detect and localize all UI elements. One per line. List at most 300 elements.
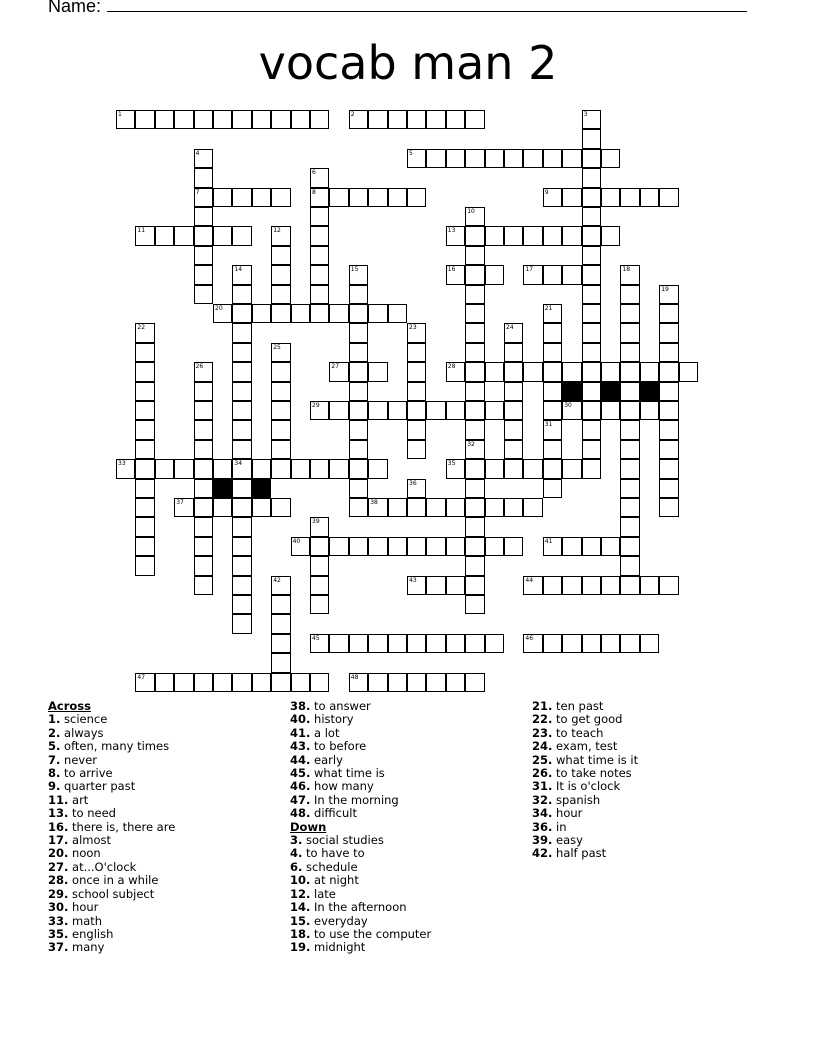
grid-cell[interactable] — [271, 382, 290, 401]
grid-cell[interactable] — [582, 323, 601, 342]
grid-cell[interactable] — [388, 537, 407, 556]
grid-cell[interactable] — [135, 537, 154, 556]
grid-cell[interactable] — [407, 149, 426, 168]
grid-cell[interactable] — [601, 576, 620, 595]
grid-cell[interactable] — [349, 440, 368, 459]
grid-cell[interactable] — [194, 673, 213, 692]
grid-cell[interactable] — [620, 323, 639, 342]
grid-cell[interactable] — [543, 420, 562, 439]
grid-cell[interactable] — [465, 304, 484, 323]
grid-cell[interactable] — [543, 343, 562, 362]
grid-cell[interactable] — [582, 343, 601, 362]
grid-cell[interactable] — [271, 285, 290, 304]
grid-cell[interactable] — [426, 673, 445, 692]
grid-cell[interactable] — [291, 459, 310, 478]
grid-cell[interactable] — [465, 323, 484, 342]
grid-cell[interactable] — [194, 537, 213, 556]
grid-cell[interactable] — [465, 110, 484, 129]
grid-cell[interactable] — [562, 634, 581, 653]
grid-cell[interactable] — [446, 110, 465, 129]
grid-cell[interactable] — [620, 420, 639, 439]
grid-cell[interactable] — [601, 634, 620, 653]
grid-cell[interactable] — [582, 304, 601, 323]
grid-cell[interactable] — [465, 382, 484, 401]
grid-cell[interactable] — [659, 323, 678, 342]
grid-cell[interactable] — [310, 226, 329, 245]
grid-cell[interactable] — [291, 110, 310, 129]
grid-cell[interactable] — [194, 362, 213, 381]
grid-cell[interactable] — [446, 576, 465, 595]
grid-cell[interactable] — [446, 226, 465, 245]
grid-cell[interactable] — [155, 459, 174, 478]
grid-cell[interactable] — [232, 285, 251, 304]
grid-cell[interactable] — [310, 246, 329, 265]
grid-cell[interactable] — [349, 304, 368, 323]
grid-cell[interactable] — [135, 498, 154, 517]
grid-cell[interactable] — [252, 498, 271, 517]
grid-cell[interactable] — [465, 420, 484, 439]
grid-cell[interactable] — [543, 537, 562, 556]
grid-cell[interactable] — [620, 634, 639, 653]
grid-cell[interactable] — [582, 265, 601, 284]
grid-cell[interactable] — [368, 459, 387, 478]
grid-cell[interactable] — [310, 110, 329, 129]
grid-cell[interactable] — [485, 226, 504, 245]
grid-cell[interactable] — [523, 634, 542, 653]
grid-cell[interactable] — [640, 576, 659, 595]
grid-cell[interactable] — [446, 634, 465, 653]
grid-cell[interactable] — [582, 576, 601, 595]
grid-cell[interactable] — [659, 343, 678, 362]
grid-cell[interactable] — [407, 634, 426, 653]
grid-cell[interactable] — [135, 343, 154, 362]
grid-cell[interactable] — [135, 382, 154, 401]
grid-cell[interactable] — [504, 420, 523, 439]
grid-cell[interactable] — [232, 382, 251, 401]
grid-cell[interactable] — [465, 537, 484, 556]
grid-cell[interactable] — [504, 323, 523, 342]
grid-cell[interactable] — [291, 537, 310, 556]
grid-cell[interactable] — [271, 614, 290, 633]
grid-cell[interactable] — [194, 149, 213, 168]
grid-cell[interactable] — [135, 110, 154, 129]
grid-cell[interactable] — [232, 188, 251, 207]
grid-cell[interactable] — [679, 362, 698, 381]
grid-cell[interactable] — [213, 226, 232, 245]
grid-cell[interactable] — [543, 459, 562, 478]
grid-cell[interactable] — [407, 382, 426, 401]
grid-cell[interactable] — [213, 459, 232, 478]
grid-cell[interactable] — [252, 188, 271, 207]
grid-cell[interactable] — [232, 479, 251, 498]
grid-cell[interactable] — [388, 673, 407, 692]
grid-cell[interactable] — [310, 188, 329, 207]
grid-cell[interactable] — [659, 401, 678, 420]
grid-cell[interactable] — [620, 362, 639, 381]
grid-cell[interactable] — [232, 343, 251, 362]
grid-cell[interactable] — [194, 382, 213, 401]
grid-cell[interactable] — [271, 673, 290, 692]
grid-cell[interactable] — [582, 459, 601, 478]
grid-cell[interactable] — [659, 576, 678, 595]
grid-cell[interactable] — [465, 595, 484, 614]
grid-cell[interactable] — [620, 401, 639, 420]
grid-cell[interactable] — [620, 382, 639, 401]
grid-cell[interactable] — [271, 188, 290, 207]
grid-cell[interactable] — [194, 459, 213, 478]
grid-cell[interactable] — [194, 188, 213, 207]
grid-cell[interactable] — [582, 149, 601, 168]
grid-cell[interactable] — [620, 343, 639, 362]
grid-cell[interactable] — [135, 420, 154, 439]
grid-cell[interactable] — [388, 110, 407, 129]
grid-cell[interactable] — [310, 595, 329, 614]
grid-cell[interactable] — [407, 401, 426, 420]
grid-cell[interactable] — [310, 207, 329, 226]
grid-cell[interactable] — [659, 285, 678, 304]
grid-cell[interactable] — [504, 498, 523, 517]
grid-cell[interactable] — [232, 556, 251, 575]
grid-cell[interactable] — [523, 576, 542, 595]
grid-cell[interactable] — [329, 362, 348, 381]
grid-cell[interactable] — [329, 304, 348, 323]
grid-cell[interactable] — [620, 556, 639, 575]
grid-cell[interactable] — [465, 517, 484, 536]
grid-cell[interactable] — [271, 440, 290, 459]
grid-cell[interactable] — [523, 459, 542, 478]
grid-cell[interactable] — [543, 226, 562, 245]
grid-cell[interactable] — [349, 285, 368, 304]
grid-cell[interactable] — [543, 479, 562, 498]
grid-cell[interactable] — [465, 440, 484, 459]
grid-cell[interactable] — [252, 304, 271, 323]
grid-cell[interactable] — [659, 304, 678, 323]
grid-cell[interactable] — [426, 634, 445, 653]
grid-cell[interactable] — [213, 304, 232, 323]
grid-cell[interactable] — [232, 576, 251, 595]
grid-cell[interactable] — [232, 420, 251, 439]
grid-cell[interactable] — [329, 401, 348, 420]
grid-cell[interactable] — [388, 634, 407, 653]
grid-cell[interactable] — [659, 459, 678, 478]
grid-cell[interactable] — [388, 188, 407, 207]
grid-cell[interactable] — [523, 362, 542, 381]
grid-cell[interactable] — [582, 440, 601, 459]
grid-cell[interactable] — [543, 265, 562, 284]
grid-cell[interactable] — [543, 149, 562, 168]
grid-cell[interactable] — [271, 401, 290, 420]
grid-cell[interactable] — [232, 304, 251, 323]
grid-cell[interactable] — [465, 246, 484, 265]
grid-cell[interactable] — [368, 304, 387, 323]
grid-cell[interactable] — [640, 401, 659, 420]
grid-cell[interactable] — [465, 673, 484, 692]
grid-cell[interactable] — [155, 673, 174, 692]
grid-cell[interactable] — [135, 226, 154, 245]
grid-cell[interactable] — [174, 673, 193, 692]
grid-cell[interactable] — [426, 537, 445, 556]
grid-cell[interactable] — [271, 498, 290, 517]
grid-cell[interactable] — [232, 110, 251, 129]
grid-cell[interactable] — [504, 440, 523, 459]
grid-cell[interactable] — [407, 343, 426, 362]
grid-cell[interactable] — [368, 110, 387, 129]
grid-cell[interactable] — [543, 362, 562, 381]
grid-cell[interactable] — [485, 498, 504, 517]
grid-cell[interactable] — [135, 673, 154, 692]
grid-cell[interactable] — [426, 110, 445, 129]
grid-cell[interactable] — [232, 517, 251, 536]
grid-cell[interactable] — [465, 285, 484, 304]
grid-cell[interactable] — [407, 498, 426, 517]
grid-cell[interactable] — [174, 226, 193, 245]
grid-cell[interactable] — [640, 362, 659, 381]
grid-cell[interactable] — [407, 440, 426, 459]
grid-cell[interactable] — [271, 420, 290, 439]
grid-cell[interactable] — [232, 673, 251, 692]
grid-cell[interactable] — [349, 362, 368, 381]
grid-cell[interactable] — [271, 362, 290, 381]
grid-cell[interactable] — [485, 362, 504, 381]
grid-cell[interactable] — [349, 343, 368, 362]
grid-cell[interactable] — [601, 362, 620, 381]
grid-cell[interactable] — [543, 634, 562, 653]
grid-cell[interactable] — [194, 168, 213, 187]
grid-cell[interactable] — [659, 382, 678, 401]
grid-cell[interactable] — [271, 343, 290, 362]
grid-cell[interactable] — [368, 498, 387, 517]
grid-cell[interactable] — [194, 226, 213, 245]
grid-cell[interactable] — [543, 323, 562, 342]
grid-cell[interactable] — [271, 653, 290, 672]
grid-cell[interactable] — [194, 285, 213, 304]
grid-cell[interactable] — [349, 459, 368, 478]
grid-cell[interactable] — [562, 149, 581, 168]
grid-cell[interactable] — [426, 149, 445, 168]
grid-cell[interactable] — [582, 246, 601, 265]
grid-cell[interactable] — [349, 420, 368, 439]
grid-cell[interactable] — [194, 246, 213, 265]
grid-cell[interactable] — [232, 362, 251, 381]
grid-cell[interactable] — [349, 634, 368, 653]
grid-cell[interactable] — [135, 479, 154, 498]
grid-cell[interactable] — [407, 420, 426, 439]
grid-cell[interactable] — [194, 110, 213, 129]
grid-cell[interactable] — [135, 440, 154, 459]
grid-cell[interactable] — [485, 537, 504, 556]
grid-cell[interactable] — [252, 673, 271, 692]
grid-cell[interactable] — [465, 207, 484, 226]
grid-cell[interactable] — [407, 188, 426, 207]
grid-cell[interactable] — [368, 673, 387, 692]
grid-cell[interactable] — [174, 459, 193, 478]
grid-cell[interactable] — [194, 420, 213, 439]
grid-cell[interactable] — [349, 673, 368, 692]
grid-cell[interactable] — [504, 382, 523, 401]
grid-cell[interactable] — [368, 362, 387, 381]
grid-cell[interactable] — [465, 149, 484, 168]
grid-cell[interactable] — [659, 188, 678, 207]
grid-cell[interactable] — [271, 576, 290, 595]
grid-cell[interactable] — [291, 673, 310, 692]
grid-cell[interactable] — [582, 362, 601, 381]
grid-cell[interactable] — [582, 382, 601, 401]
grid-cell[interactable] — [504, 362, 523, 381]
grid-cell[interactable] — [543, 304, 562, 323]
grid-cell[interactable] — [504, 537, 523, 556]
grid-cell[interactable] — [174, 498, 193, 517]
grid-cell[interactable] — [582, 168, 601, 187]
grid-cell[interactable] — [232, 226, 251, 245]
grid-cell[interactable] — [446, 537, 465, 556]
grid-cell[interactable] — [465, 343, 484, 362]
grid-cell[interactable] — [213, 498, 232, 517]
grid-cell[interactable] — [213, 188, 232, 207]
grid-cell[interactable] — [659, 440, 678, 459]
grid-cell[interactable] — [329, 537, 348, 556]
grid-cell[interactable] — [465, 265, 484, 284]
grid-cell[interactable] — [232, 440, 251, 459]
grid-cell[interactable] — [349, 401, 368, 420]
grid-cell[interactable] — [252, 110, 271, 129]
grid-cell[interactable] — [465, 459, 484, 478]
grid-cell[interactable] — [523, 226, 542, 245]
grid-cell[interactable] — [407, 673, 426, 692]
grid-cell[interactable] — [310, 576, 329, 595]
grid-cell[interactable] — [485, 149, 504, 168]
grid-cell[interactable] — [446, 401, 465, 420]
grid-cell[interactable] — [310, 168, 329, 187]
grid-cell[interactable] — [135, 517, 154, 536]
grid-cell[interactable] — [523, 498, 542, 517]
grid-cell[interactable] — [310, 537, 329, 556]
grid-cell[interactable] — [407, 323, 426, 342]
grid-cell[interactable] — [562, 265, 581, 284]
grid-cell[interactable] — [562, 188, 581, 207]
grid-cell[interactable] — [504, 226, 523, 245]
grid-cell[interactable] — [194, 207, 213, 226]
grid-cell[interactable] — [485, 459, 504, 478]
grid-cell[interactable] — [465, 362, 484, 381]
grid-cell[interactable] — [562, 537, 581, 556]
grid-cell[interactable] — [640, 634, 659, 653]
grid-cell[interactable] — [407, 110, 426, 129]
grid-cell[interactable] — [485, 401, 504, 420]
grid-cell[interactable] — [446, 149, 465, 168]
grid-cell[interactable] — [232, 614, 251, 633]
grid-cell[interactable] — [465, 401, 484, 420]
grid-cell[interactable] — [620, 265, 639, 284]
grid-cell[interactable] — [601, 149, 620, 168]
grid-cell[interactable] — [543, 576, 562, 595]
grid-cell[interactable] — [640, 188, 659, 207]
grid-cell[interactable] — [329, 188, 348, 207]
grid-cell[interactable] — [485, 265, 504, 284]
grid-cell[interactable] — [368, 634, 387, 653]
grid-cell[interactable] — [232, 595, 251, 614]
grid-cell[interactable] — [504, 343, 523, 362]
grid-cell[interactable] — [291, 304, 310, 323]
grid-cell[interactable] — [504, 149, 523, 168]
grid-cell[interactable] — [543, 382, 562, 401]
grid-cell[interactable] — [407, 362, 426, 381]
grid-cell[interactable] — [562, 459, 581, 478]
grid-cell[interactable] — [194, 440, 213, 459]
grid-cell[interactable] — [620, 498, 639, 517]
grid-cell[interactable] — [349, 479, 368, 498]
grid-cell[interactable] — [426, 498, 445, 517]
grid-cell[interactable] — [194, 265, 213, 284]
grid-cell[interactable] — [659, 362, 678, 381]
grid-cell[interactable] — [426, 576, 445, 595]
grid-cell[interactable] — [446, 673, 465, 692]
grid-cell[interactable] — [582, 226, 601, 245]
grid-cell[interactable] — [252, 459, 271, 478]
grid-cell[interactable] — [135, 401, 154, 420]
grid-cell[interactable] — [271, 226, 290, 245]
grid-cell[interactable] — [465, 576, 484, 595]
grid-cell[interactable] — [368, 401, 387, 420]
grid-cell[interactable] — [582, 129, 601, 148]
grid-cell[interactable] — [582, 207, 601, 226]
grid-cell[interactable] — [407, 537, 426, 556]
grid-cell[interactable] — [232, 401, 251, 420]
grid-cell[interactable] — [446, 459, 465, 478]
grid-cell[interactable] — [194, 576, 213, 595]
grid-cell[interactable] — [504, 401, 523, 420]
grid-cell[interactable] — [407, 479, 426, 498]
grid-cell[interactable] — [659, 479, 678, 498]
grid-cell[interactable] — [388, 498, 407, 517]
grid-cell[interactable] — [135, 323, 154, 342]
grid-cell[interactable] — [582, 188, 601, 207]
grid-cell[interactable] — [582, 634, 601, 653]
grid-cell[interactable] — [446, 265, 465, 284]
grid-cell[interactable] — [446, 498, 465, 517]
grid-cell[interactable] — [310, 634, 329, 653]
grid-cell[interactable] — [620, 440, 639, 459]
grid-cell[interactable] — [116, 459, 135, 478]
grid-cell[interactable] — [368, 188, 387, 207]
grid-cell[interactable] — [620, 304, 639, 323]
grid-cell[interactable] — [582, 420, 601, 439]
grid-cell[interactable] — [116, 110, 135, 129]
grid-cell[interactable] — [523, 265, 542, 284]
grid-cell[interactable] — [310, 673, 329, 692]
grid-cell[interactable] — [194, 479, 213, 498]
grid-cell[interactable] — [349, 382, 368, 401]
grid-cell[interactable] — [562, 576, 581, 595]
grid-cell[interactable] — [465, 226, 484, 245]
grid-cell[interactable] — [194, 556, 213, 575]
grid-cell[interactable] — [543, 401, 562, 420]
grid-cell[interactable] — [310, 285, 329, 304]
grid-cell[interactable] — [310, 304, 329, 323]
grid-cell[interactable] — [620, 285, 639, 304]
grid-cell[interactable] — [620, 188, 639, 207]
grid-cell[interactable] — [620, 576, 639, 595]
grid-cell[interactable] — [426, 401, 445, 420]
grid-cell[interactable] — [155, 226, 174, 245]
grid-cell[interactable] — [271, 304, 290, 323]
grid-cell[interactable] — [310, 556, 329, 575]
grid-cell[interactable] — [485, 634, 504, 653]
grid-cell[interactable] — [446, 362, 465, 381]
grid-cell[interactable] — [543, 188, 562, 207]
grid-cell[interactable] — [194, 517, 213, 536]
grid-cell[interactable] — [562, 226, 581, 245]
grid-cell[interactable] — [368, 537, 387, 556]
